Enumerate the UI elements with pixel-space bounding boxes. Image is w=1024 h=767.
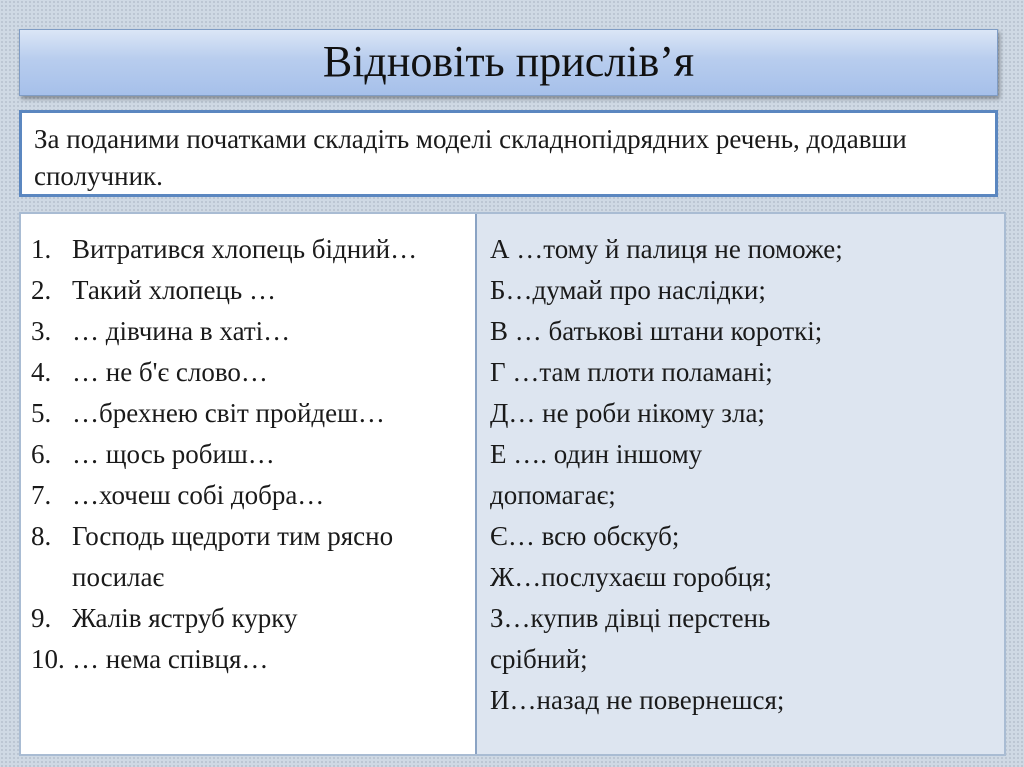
proverb-beginning-item <box>31 598 475 639</box>
item-number: 4. <box>31 357 52 387</box>
item-number: 8. <box>31 521 52 551</box>
task-instruction-text: За поданими початками складіть моделі складнопідрядних речень, додавши сполучник. <box>34 124 907 191</box>
proverb-beginnings-list <box>31 229 475 680</box>
item-number: 6. <box>31 439 52 469</box>
proverb-ending-item: Є… всю обскуб; <box>490 521 680 551</box>
item-number: 1. <box>31 234 52 264</box>
item-number: 9. <box>31 603 52 633</box>
item-text: … нема співця… <box>72 644 269 674</box>
slide-title-bar <box>19 29 998 96</box>
proverb-beginning-item <box>31 270 475 311</box>
proverb-beginning-item <box>31 434 475 475</box>
proverbs-table <box>19 212 1006 756</box>
proverb-beginning-item <box>31 311 475 352</box>
proverb-ending-item: Б…думай про наслідки; <box>490 275 766 305</box>
item-text: Жалів яструб курку <box>72 603 298 633</box>
proverb-beginnings-column <box>21 214 477 754</box>
proverb-beginning-item <box>31 393 475 434</box>
item-number: 3. <box>31 316 52 346</box>
proverb-beginning-item <box>31 516 475 598</box>
item-text: … не б'є слово… <box>72 357 268 387</box>
proverb-ending-item: И…назад не повернешся; <box>490 685 785 715</box>
item-number: 10. <box>31 644 65 674</box>
item-text: …брехнею світ пройдеш… <box>72 398 385 428</box>
proverb-beginning-item <box>31 352 475 393</box>
proverb-ending-item: Г …там плоти поламані; <box>490 357 773 387</box>
item-text: Такий хлопець … <box>72 275 276 305</box>
proverb-beginning-item <box>31 639 475 680</box>
proverb-endings-column <box>477 214 1004 754</box>
item-number: 7. <box>31 480 52 510</box>
item-number: 5. <box>31 398 52 428</box>
item-text: Господь щедроти тим рясно посилає <box>72 521 394 592</box>
proverb-ending-item: З…купив дівці перстень срібний; <box>490 603 771 674</box>
slide-title: Відновіть прислів’я <box>322 36 695 86</box>
proverb-beginning-item <box>31 475 475 516</box>
proverb-ending-item: В … батькові штани короткі; <box>490 316 823 346</box>
item-text: Витратився хлопець бідний… <box>72 234 418 264</box>
proverb-ending-item: Д… не роби нікому зла; <box>490 398 765 428</box>
item-text: …хочеш собі добра… <box>72 480 325 510</box>
proverb-ending-item: А …тому й палиця не поможе; <box>490 234 843 264</box>
task-instruction-box <box>19 110 998 197</box>
proverb-ending-item: Е …. один іншому допомагає; <box>490 439 703 510</box>
item-number: 2. <box>31 275 52 305</box>
proverb-ending-item: Ж…послухаєш горобця; <box>490 562 773 592</box>
item-text: … щось робиш… <box>72 439 275 469</box>
proverb-beginning-item <box>31 229 475 270</box>
item-text: … дівчина в хаті… <box>72 316 291 346</box>
